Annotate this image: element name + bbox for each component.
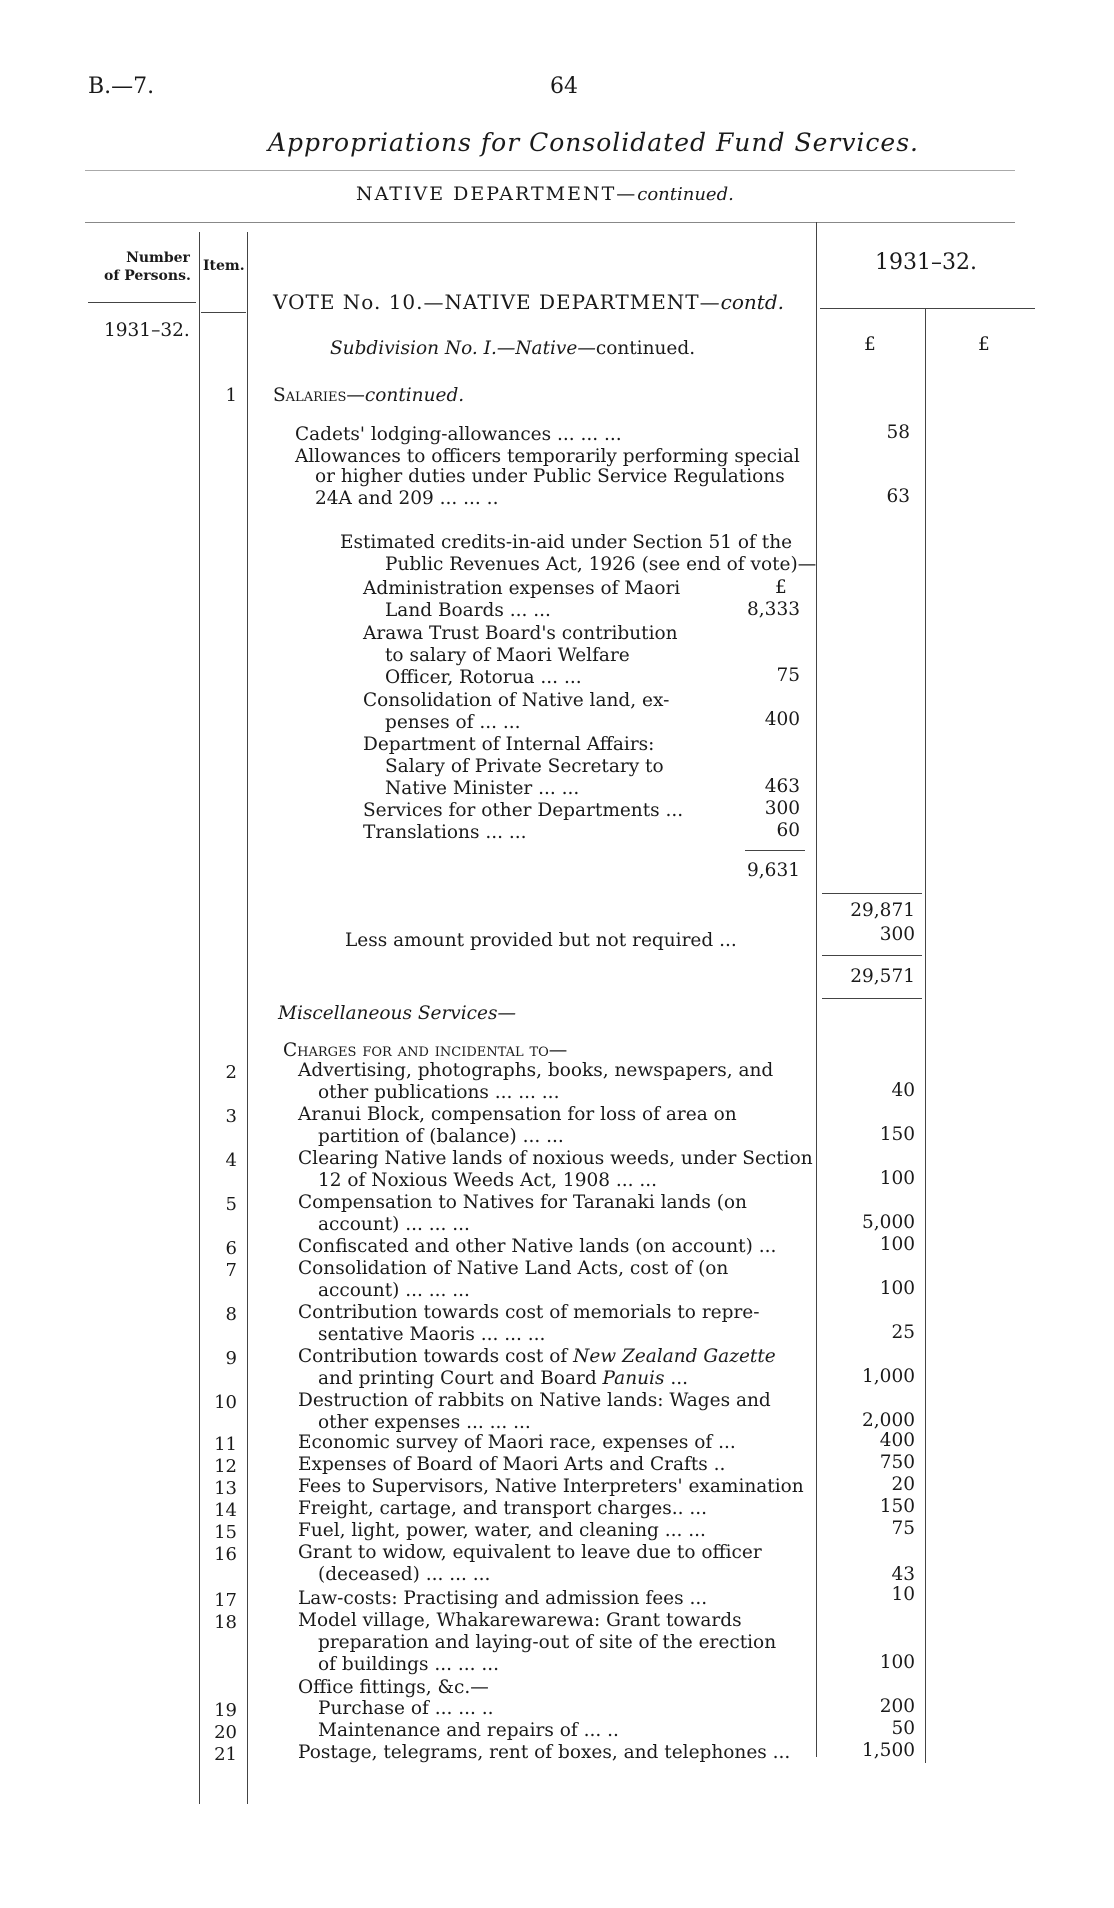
department-continued: continued.: [637, 184, 734, 205]
persons-year: 1931–32.: [104, 320, 190, 341]
misc-amount: 10: [891, 1584, 915, 1605]
credit-line: Translations ... ...: [363, 822, 527, 843]
salary-line: or higher duties under Public Service Regulations: [315, 466, 785, 487]
misc-heading: Miscellaneous Services—: [278, 1003, 516, 1024]
misc-line: Expenses of Board of Maori Arts and Crafts ..: [298, 1454, 726, 1475]
vote-title: VOTE No. 10.—NATIVE DEPARTMENT—: [273, 290, 721, 314]
salary-line: Allowances to officers temporarily performing special: [295, 446, 800, 467]
misc-amount: 100: [879, 1168, 915, 1189]
credit-line: Consolidation of Native land, ex-: [363, 690, 670, 711]
misc-amount: 750: [879, 1452, 915, 1473]
misc-line: Fees to Supervisors, Native Interpreters' examination: [298, 1476, 804, 1497]
misc-amount: 43: [891, 1564, 915, 1585]
misc-subheading: Office fittings, &c.—: [298, 1677, 489, 1698]
item-number: 12: [214, 1456, 237, 1477]
misc-amount: 1,000: [862, 1366, 915, 1387]
vote-continued: contd.: [720, 290, 784, 314]
credit-amount: 400: [764, 709, 800, 730]
misc-line: other publications ... ... ...: [318, 1082, 560, 1103]
misc-amount: 200: [879, 1696, 915, 1717]
misc-line: Destruction of rabbits on Native lands: Wages and: [298, 1390, 771, 1411]
credits-total: 9,631: [747, 860, 800, 881]
misc-line: Clearing Native lands of noxious weeds, under Section: [298, 1148, 813, 1169]
credit-line: Land Boards ... ...: [385, 600, 551, 621]
item-header-rule: [201, 312, 246, 313]
gross-total: 29,871: [850, 900, 915, 921]
item-number: 7: [225, 1260, 237, 1281]
document-reference: B.—7.: [88, 74, 155, 99]
persons-header-line2: of Persons.: [104, 268, 191, 284]
item-number: 10: [214, 1392, 237, 1413]
credit-line: Arawa Trust Board's contribution: [363, 623, 678, 644]
department-heading: [356, 183, 734, 205]
misc-line: Consolidation of Native Land Acts, cost of (on: [298, 1258, 729, 1279]
misc-line: Law-costs: Practising and admission fees ...: [298, 1588, 708, 1609]
credit-amount: 60: [776, 820, 800, 841]
misc-line-italic: Panuis: [602, 1368, 665, 1389]
less-amount-label: Less amount provided but not required ...: [345, 930, 737, 951]
credit-amount: 463: [764, 776, 800, 797]
vote-heading: [273, 290, 784, 314]
misc-line: other expenses ... ... ...: [318, 1412, 531, 1433]
misc-line: partition of (balance) ... ...: [318, 1126, 564, 1147]
gross-total-rule: [822, 893, 922, 894]
salaries-continued: continued.: [364, 385, 465, 406]
department-name: NATIVE DEPARTMENT—: [356, 183, 638, 205]
item-number: 9: [225, 1348, 237, 1369]
item-number: 20: [214, 1722, 237, 1743]
persons-header-line1: Number: [126, 250, 190, 266]
misc-line: Aranui Block, compensation for loss of area on: [298, 1104, 737, 1125]
header-rule: [85, 222, 1015, 223]
misc-line: Compensation to Natives for Taranaki lands (on: [298, 1192, 747, 1213]
misc-amount: 2,000: [862, 1410, 915, 1431]
misc-amount: 150: [879, 1496, 915, 1517]
net-total-rule: [822, 955, 922, 956]
credits-intro: Estimated credits-in-aid under Section 51 of the: [340, 532, 793, 553]
item-header: Item.: [203, 258, 245, 274]
persons-column-rule: [199, 232, 200, 1804]
item-column-rule: [247, 232, 248, 1804]
misc-line: Confiscated and other Native lands (on account) ...: [298, 1236, 777, 1257]
subtotal-column-rule: [925, 308, 926, 1763]
credits-pound-sign: £: [775, 577, 787, 598]
item-number: 5: [225, 1194, 237, 1215]
credit-amount: 75: [776, 665, 800, 686]
salaries-title: Salaries—: [273, 385, 365, 406]
salary-amount: 58: [886, 422, 910, 443]
misc-line: account) ... ... ...: [318, 1280, 470, 1301]
item-number: 19: [214, 1700, 237, 1721]
credit-amount: 8,333: [747, 599, 800, 620]
item-number: 4: [225, 1150, 237, 1171]
misc-line: Fuel, light, power, water, and cleaning ... ...: [298, 1520, 706, 1541]
misc-amount: 1,500: [862, 1740, 915, 1761]
misc-line: Postage, telegrams, rent of boxes, and telephones ...: [298, 1742, 791, 1763]
item-number: 6: [225, 1238, 237, 1259]
item-number: 17: [214, 1590, 237, 1611]
item-number: 15: [214, 1522, 237, 1543]
misc-amount: 100: [879, 1652, 915, 1673]
item-number: 18: [214, 1612, 237, 1633]
misc-line: Grant to widow, equivalent to leave due to officer: [298, 1542, 762, 1563]
misc-line-italic: New Zealand Gazette: [573, 1346, 776, 1367]
net-total: 29,571: [850, 966, 915, 987]
amount-column-rule: [816, 222, 817, 1757]
misc-line: Freight, cartage, and transport charges.. ...: [298, 1498, 707, 1519]
item-number: 14: [214, 1500, 237, 1521]
misc-line: sentative Maoris ... ... ...: [318, 1324, 546, 1345]
misc-line-part: and printing Court and Board: [318, 1368, 603, 1389]
year-header-rule: [820, 308, 1035, 309]
credit-line: Services for other Departments ...: [363, 800, 684, 821]
misc-line: Advertising, photographs, books, newspapers, and: [298, 1060, 774, 1081]
misc-line: Purchase of ... ... ..: [318, 1698, 494, 1719]
item-number: 2: [225, 1062, 237, 1083]
subdivision-continued: continued.: [595, 338, 696, 359]
misc-line: Economic survey of Maori race, expenses of ...: [298, 1432, 736, 1453]
credit-line: penses of ... ...: [385, 712, 521, 733]
misc-amount: 20: [891, 1474, 915, 1495]
misc-line: account) ... ... ...: [318, 1214, 470, 1235]
misc-amount: 75: [891, 1518, 915, 1539]
subdivision-title: Subdivision No. I.—Native—: [330, 338, 596, 359]
charges-heading: Charges for and incidental to—: [283, 1040, 568, 1061]
credit-line: Administration expenses of Maori: [363, 578, 681, 599]
subdivision-heading: [330, 338, 695, 359]
credit-line: Officer, Rotorua ... ...: [385, 667, 582, 688]
salary-line: Cadets' lodging-allowances ... ... ...: [295, 424, 622, 445]
misc-line: Model village, Whakarewarewa: Grant towards: [298, 1610, 742, 1631]
item-number: 1: [225, 385, 237, 406]
misc-amount: 100: [879, 1234, 915, 1255]
misc-line: Contribution towards cost of memorials to repre-: [298, 1302, 760, 1323]
item-number: 13: [214, 1478, 237, 1499]
credit-line: Salary of Private Secretary to: [385, 756, 664, 777]
item-number: 3: [225, 1106, 237, 1127]
misc-line: (deceased) ... ... ...: [318, 1564, 491, 1585]
misc-amount: 50: [891, 1718, 915, 1739]
page-title: Appropriations for Consolidated Fund Services.: [268, 128, 920, 157]
less-amount: 300: [879, 924, 915, 945]
pound-sign-right: £: [978, 334, 990, 355]
page-number: 64: [550, 74, 578, 99]
pound-sign-left: £: [864, 334, 876, 355]
misc-line: 12 of Noxious Weeds Act, 1908 ... ...: [318, 1170, 658, 1191]
misc-amount: 25: [891, 1322, 915, 1343]
misc-amount: 40: [891, 1080, 915, 1101]
misc-line: [318, 1368, 688, 1389]
title-rule: [85, 170, 1015, 171]
credit-line: Department of Internal Affairs:: [363, 734, 655, 755]
credits-intro: Public Revenues Act, 1926 (see end of vote)—: [385, 554, 817, 575]
misc-line: [298, 1346, 776, 1367]
misc-amount: 5,000: [862, 1212, 915, 1233]
misc-amount: 100: [879, 1278, 915, 1299]
credit-line: to salary of Maori Welfare: [385, 645, 630, 666]
net-total-underline: [822, 998, 922, 999]
salary-amount: 63: [886, 486, 910, 507]
misc-line: Maintenance and repairs of ... ..: [318, 1720, 619, 1741]
misc-line: of buildings ... ... ...: [318, 1654, 500, 1675]
year-header: 1931–32.: [875, 250, 977, 275]
item-number: 8: [225, 1304, 237, 1325]
item-number: 16: [214, 1544, 237, 1565]
salary-line: 24A and 209 ... ... ..: [315, 488, 499, 509]
misc-line-part: Contribution towards cost of: [298, 1346, 574, 1367]
credits-total-rule: [745, 850, 805, 851]
persons-header-rule: [88, 302, 196, 303]
credit-line: Native Minister ... ...: [385, 778, 580, 799]
misc-amount: 150: [879, 1124, 915, 1145]
misc-amount: 400: [879, 1430, 915, 1451]
item-number: 11: [214, 1434, 237, 1455]
misc-line-part: ...: [664, 1368, 688, 1389]
misc-line: preparation and laying-out of site of the erection: [318, 1632, 777, 1653]
credit-amount: 300: [764, 798, 800, 819]
salaries-heading: [273, 385, 464, 406]
item-number: 21: [214, 1744, 237, 1765]
